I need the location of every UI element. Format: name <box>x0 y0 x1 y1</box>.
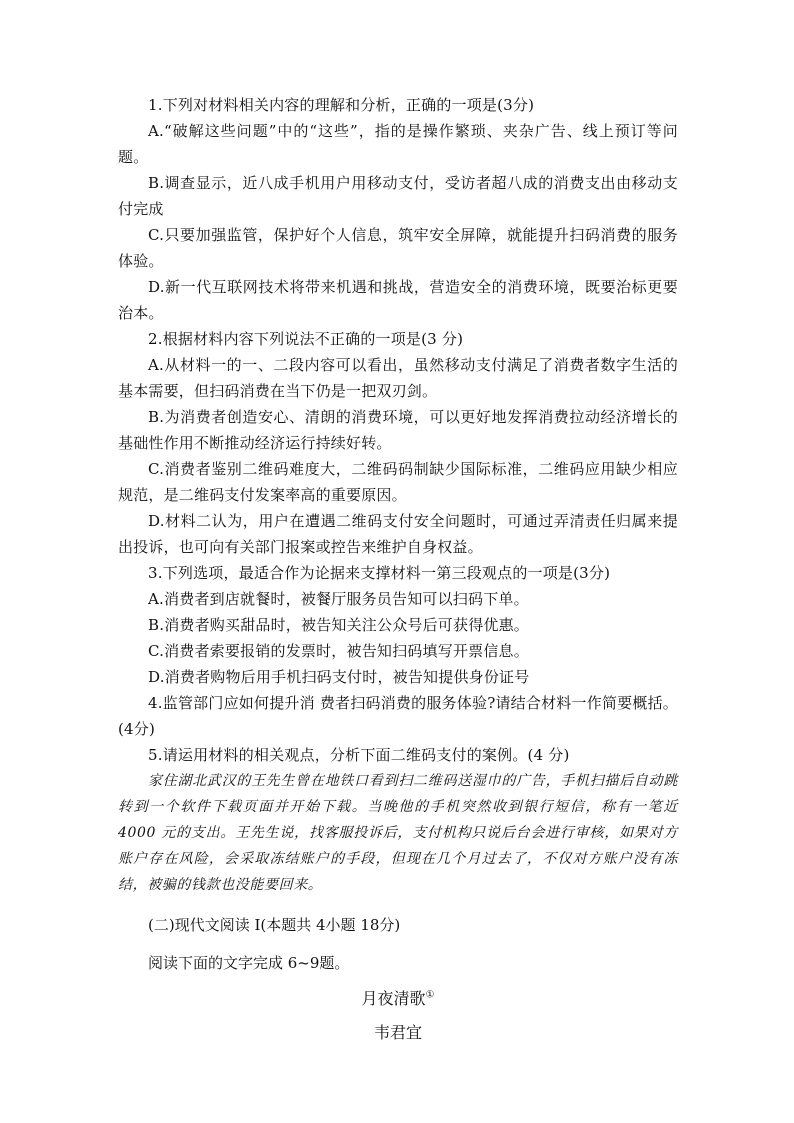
passage-title-text: 月夜清歌 <box>361 989 426 1008</box>
q1-option-b: B.调查显示，近八成手机用户用移动支付，受访者超八成的消费支出由移动支付完成 <box>118 174 678 218</box>
q3-stem: 3.下列选项，最适合作为论据来支撑材料一第三段观点的一项是(3分) <box>148 564 611 582</box>
exam-content <box>118 92 678 1046</box>
q2-stem: 2.根据材料内容下列说法不正确的一项是(3 分) <box>148 330 464 348</box>
q2-option-a: A.从材料一的一、二段内容可以看出，虽然移动支付满足了消费者数字生活的基本需要，但扫码消费在当下仍是一把双刃剑。 <box>118 356 678 400</box>
q2-option-d: D.材料二认为，用户在遭遇二维码支付安全问题时，可通过弄清责任归属来提出投诉，也可向有关部门报案或控告来维护自身权益。 <box>118 512 678 556</box>
q1-stem: 1.下列对材料相关内容的理解和分析，正确的一项是(3分) <box>148 96 535 114</box>
q2-option-c: C.消费者鉴别二维码难度大，二维码码制缺少国际标准，二维码应用缺少相应规范，是二维码支付发案率高的重要原因。 <box>118 460 678 504</box>
q3-option-d: D.消费者购物后用手机扫码支付时，被告知提供身份证号 <box>148 668 530 686</box>
q5-case-text: 家住湖北武汉的王先生曾在地铁口看到扫二维码送湿巾的广告，手机扫描后自动跳转到一个软件下载页面并开始下载。当晚他的手机突然收到银行短信，称有一笔近 4000 元的支出。王先生说，找客服投诉后，支付机构只说后台会进行审核，如果对方账户存在风险，会采取冻结账户的手段，但现在几个月过去了，不仅对方账户没有冻结，被骗的钱款也没能要回来。 <box>118 773 678 893</box>
q1-option-c: C.只要加强监管，保护好个人信息，筑牢安全屏障，就能提升扫码消费的服务体验。 <box>118 226 678 270</box>
q3-option-b: B.消费者购买甜品时，被告知关注公众号后可获得优惠。 <box>148 616 529 634</box>
passage-title <box>118 986 678 1012</box>
q5-stem: 5.请运用材料的相关观点，分析下面二维码支付的案例。(4 分) <box>148 746 570 764</box>
q1-option-d: D.新一代互联网技术将带来机遇和挑战，营造安全的消费环境，既要治标更要治本。 <box>118 278 678 322</box>
passage-title-footnote-marker: ① <box>425 989 435 1001</box>
q3-option-a: A.消费者到店就餐时，被餐厅服务员告知可以扫码下单。 <box>148 590 529 608</box>
q1-option-a: A.“破解这些问题”中的“这些”，指的是操作繁琐、夹杂广告、线上预订等问题。 <box>118 122 678 166</box>
section-instruction: 阅读下面的文字完成 6~9题。 <box>148 954 350 972</box>
q2-option-b: B.为消费者创造安心、清朗的消费环境，可以更好地发挥消费拉动经济增长的基础性作用不断推动经济运行持续好转。 <box>118 408 678 452</box>
passage-author: 韦君宜 <box>373 1023 422 1042</box>
section-heading: (二)现代文阅读 I(本题共 4小题 18分) <box>148 916 401 934</box>
q4-stem: 4.监管部门应如何提升消 费者扫码消费的服务体验?请结合材料一作简要概括。(4分) <box>118 694 678 738</box>
q3-option-c: C.消费者索要报销的发票时，被告知扫码填写开票信息。 <box>148 642 529 660</box>
